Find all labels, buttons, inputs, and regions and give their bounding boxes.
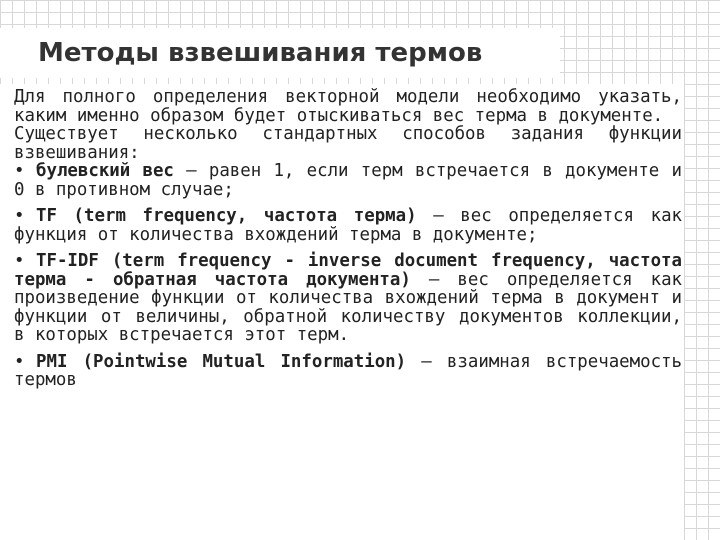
intro-paragraph-1: Для полного определения векторной модели необходимо указать, каким именно образом будет отыскиваться вес терма в документе.: [14, 87, 682, 126]
bullet-icon: •: [14, 206, 25, 226]
definition-tfidf: — вес определяется как произведение функции от количества вхождений терма в документ и функции от величины, обратной количеству документов коллекции, в которых встречается этот терм.: [14, 269, 683, 345]
slide-body: [14, 88, 682, 390]
bullet-icon: •: [14, 251, 25, 271]
list-item-pmi: [14, 353, 682, 390]
slide-title: Методы взвешивания термов: [38, 38, 483, 68]
definition-pmi: – взаимная встречаемость термов: [14, 351, 682, 390]
bullet-icon: •: [14, 161, 25, 181]
term-tfidf: TF-IDF (term frequency - inverse document frequency, частота терма - обратная частота документа): [14, 251, 682, 290]
term-tf: TF (term frequency, частота терма): [36, 206, 417, 226]
term-pmi: PMI (Pointwise Mutual Information): [36, 351, 407, 372]
list-item-boolean: [14, 162, 682, 199]
definition-boolean: — равен 1, если терм встречается в документе и 0 в противном случае;: [14, 161, 682, 200]
bullet-icon: •: [14, 351, 25, 372]
definition-tf: — вес определяется как функция от количества вхождений терма в документе;: [14, 206, 683, 245]
term-boolean: булевский вес: [36, 161, 174, 181]
list-item-tf: [14, 207, 682, 244]
list-item-tfidf: [14, 252, 682, 345]
intro-paragraph-2: Существует несколько стандартных способов задания функции взвешивания:: [14, 124, 682, 163]
background-grid-right: [684, 84, 720, 540]
